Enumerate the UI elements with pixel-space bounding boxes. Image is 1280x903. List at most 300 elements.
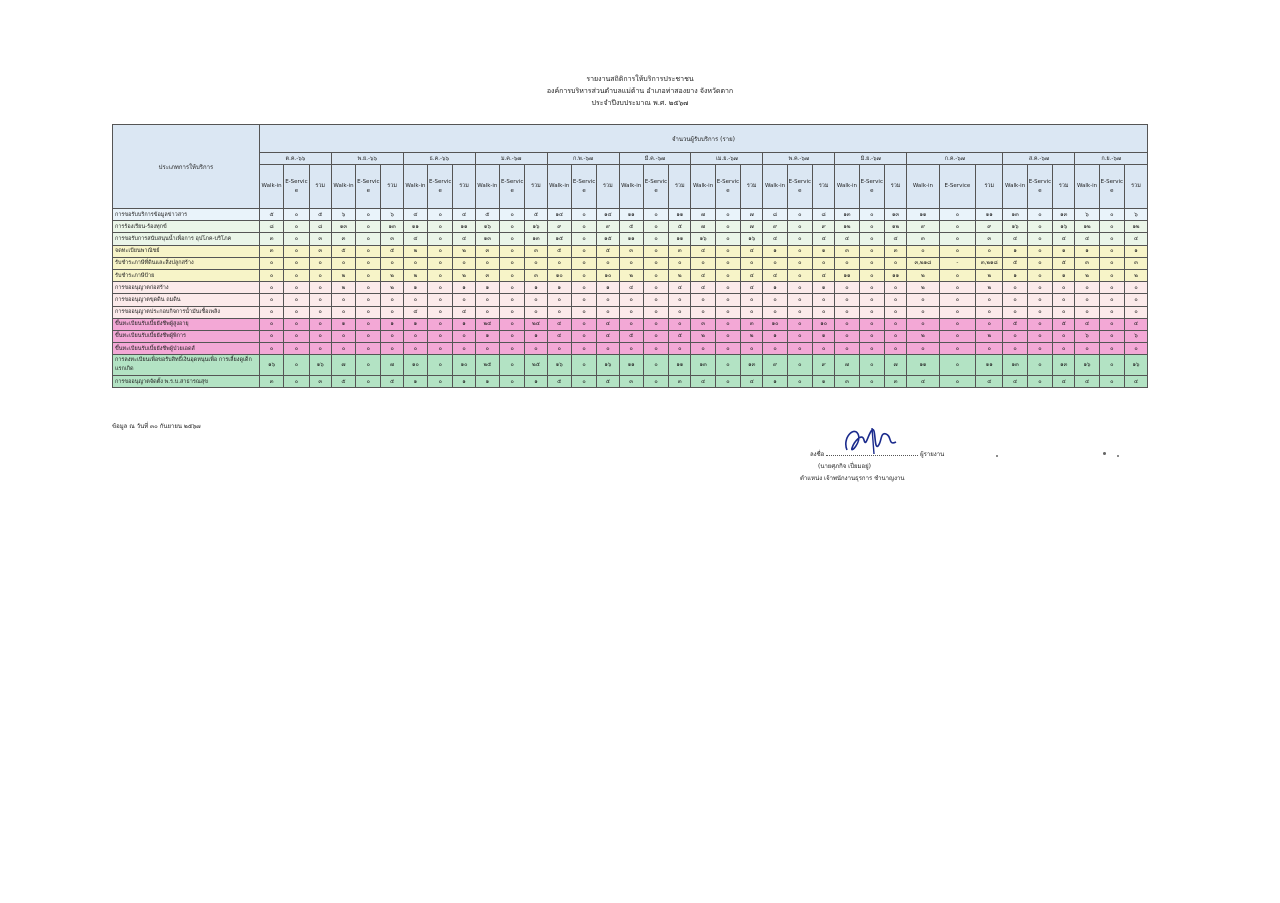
count-cell: ๗ <box>741 221 763 233</box>
count-cell: ๒ <box>453 245 475 257</box>
count-cell: ๐ <box>1099 233 1124 245</box>
count-cell: ๓ <box>835 245 859 257</box>
count-cell: ๒๕ <box>525 355 547 376</box>
count-cell: ๐ <box>715 306 740 318</box>
count-cell: ๐ <box>976 318 1003 330</box>
count-cell: ๐ <box>884 330 906 342</box>
count-cell: ๗ <box>331 355 355 376</box>
sub-column-header: Walk-in <box>907 165 939 209</box>
count-cell: ๑ <box>763 376 787 388</box>
report-title <box>0 73 1280 109</box>
count-cell: ๑๑ <box>976 355 1003 376</box>
count-cell: ๑๑ <box>669 233 691 245</box>
count-cell: - <box>939 257 975 269</box>
sub-column-header: E-Servic e <box>1027 165 1052 209</box>
table-row <box>113 343 1148 355</box>
count-cell: ๐ <box>500 269 525 281</box>
sub-column-header: E-Servic e <box>428 165 453 209</box>
count-cell: ๐ <box>976 306 1003 318</box>
month-header: มิ.ย.-๖๗ <box>835 153 907 165</box>
count-cell: ๐ <box>884 306 906 318</box>
sub-column-header: รวม <box>741 165 763 209</box>
count-cell: ๐ <box>741 257 763 269</box>
count-cell: ๑๐ <box>453 355 475 376</box>
count-cell: ๔ <box>1125 318 1148 330</box>
count-cell: ๐ <box>259 306 283 318</box>
service-label: ขึ้นทะเบียนรับเบี้ยยังชีพผู้สูงอายุ <box>113 318 260 330</box>
count-cell: ๐ <box>500 306 525 318</box>
sign-suffix: ผู้รายงาน <box>920 451 945 458</box>
count-cell: ๑ <box>1125 245 1148 257</box>
count-cell: ๐ <box>453 343 475 355</box>
sub-column-header: E-Servic e <box>356 165 381 209</box>
count-cell: ๔ <box>884 233 906 245</box>
sub-column-header: E-Servic e <box>1099 165 1124 209</box>
count-cell: ๑๑ <box>669 209 691 221</box>
count-cell: ๓ <box>525 245 547 257</box>
count-cell: ๐ <box>500 355 525 376</box>
count-cell: ๙ <box>907 221 939 233</box>
count-cell: ๑ <box>453 282 475 294</box>
title-line-3: ประจำปีงบประมาณ พ.ศ. ๒๕๖๗ <box>591 99 689 107</box>
count-cell: ๐ <box>939 269 975 281</box>
count-cell: ๐ <box>835 306 859 318</box>
count-cell: ๑๒ <box>1125 221 1148 233</box>
count-cell: ๐ <box>1099 209 1124 221</box>
count-cell: ๖ <box>1125 209 1148 221</box>
count-cell: ๐ <box>619 318 643 330</box>
count-cell: ๒ <box>907 282 939 294</box>
count-cell: ๐ <box>643 376 668 388</box>
count-cell: ๐ <box>1099 221 1124 233</box>
count-cell: ๗ <box>691 221 715 233</box>
count-cell: ๐ <box>643 294 668 306</box>
table-row <box>113 355 1148 376</box>
sub-column-header: รวม <box>309 165 331 209</box>
count-cell: ๐ <box>356 245 381 257</box>
count-cell: ๐ <box>475 257 499 269</box>
count-cell: ๑๓ <box>381 221 403 233</box>
count-cell: ๐ <box>309 330 331 342</box>
sub-column-header: Walk-in <box>1003 165 1027 209</box>
count-cell: ๑๓ <box>525 233 547 245</box>
count-cell: ๐ <box>1027 318 1052 330</box>
count-cell: ๐ <box>284 306 309 318</box>
count-cell: ๐ <box>939 318 975 330</box>
count-cell: ๐ <box>475 306 499 318</box>
count-cell: ๐ <box>428 376 453 388</box>
count-cell: ๐ <box>741 343 763 355</box>
count-cell: ๐ <box>475 294 499 306</box>
count-cell: ๐ <box>643 221 668 233</box>
count-cell: ๐ <box>691 306 715 318</box>
count-cell: ๓ <box>691 318 715 330</box>
service-label: รับชำระภาษีที่ดินและสิ่งปลูกสร้าง <box>113 257 260 269</box>
count-cell: ๓ <box>976 233 1003 245</box>
count-cell: ๐ <box>356 330 381 342</box>
count-cell: ๐ <box>715 269 740 281</box>
scan-speck <box>996 455 998 457</box>
count-cell: ๐ <box>428 245 453 257</box>
count-cell: ๑๖ <box>309 355 331 376</box>
count-cell: ๐ <box>859 257 884 269</box>
service-label: รับชำระภาษีป้าย <box>113 269 260 281</box>
count-cell: ๐ <box>331 330 355 342</box>
count-cell: ๓ <box>309 233 331 245</box>
count-cell: ๐ <box>859 294 884 306</box>
count-cell: ๐ <box>428 318 453 330</box>
count-cell: ๐ <box>907 318 939 330</box>
month-header: ส.ค.-๖๗ <box>1003 153 1075 165</box>
count-cell: ๐ <box>403 257 427 269</box>
sub-column-header: รวม <box>525 165 547 209</box>
count-cell: ๑ <box>525 330 547 342</box>
count-cell: ๐ <box>763 343 787 355</box>
count-cell: ๔ <box>763 233 787 245</box>
count-cell: ๐ <box>309 282 331 294</box>
count-cell: ๙ <box>976 221 1003 233</box>
count-cell: ๐ <box>500 282 525 294</box>
count-cell: ๓ <box>619 245 643 257</box>
count-cell: ๐ <box>597 257 619 269</box>
count-cell: ๑๒ <box>1075 221 1099 233</box>
count-cell: ๐ <box>500 221 525 233</box>
count-cell: ๑ <box>597 282 619 294</box>
count-cell: ๑๓ <box>741 355 763 376</box>
count-cell: ๔ <box>619 282 643 294</box>
count-cell: ๐ <box>859 376 884 388</box>
count-cell: ๐ <box>619 294 643 306</box>
count-cell: ๐ <box>669 343 691 355</box>
count-cell: ๐ <box>428 209 453 221</box>
count-cell: ๑ <box>763 330 787 342</box>
count-cell: ๕ <box>475 209 499 221</box>
count-cell: ๑๔ <box>597 209 619 221</box>
count-cell: ๓ <box>835 376 859 388</box>
month-header: เม.ย.-๖๗ <box>691 153 763 165</box>
count-cell: ๑๐ <box>597 269 619 281</box>
count-cell: ๗ <box>884 355 906 376</box>
count-cell: ๐ <box>571 294 596 306</box>
count-cell: ๐ <box>259 282 283 294</box>
month-header: ธ.ค.-๖๖ <box>403 153 475 165</box>
count-cell: ๐ <box>284 233 309 245</box>
count-cell: ๑๑ <box>835 269 859 281</box>
count-cell: ๔ <box>453 233 475 245</box>
service-type-header: ประเภทการให้บริการ <box>113 125 260 209</box>
count-cell: ๐ <box>571 355 596 376</box>
count-cell: ๐ <box>1099 318 1124 330</box>
count-cell: ๔ <box>1053 376 1075 388</box>
count-cell: ๑ <box>813 330 835 342</box>
month-header: ก.ค.-๖๗ <box>907 153 1003 165</box>
count-cell: ๐ <box>1099 257 1124 269</box>
count-cell: ๑ <box>475 282 499 294</box>
count-cell: ๒ <box>669 269 691 281</box>
count-cell: ๒ <box>331 269 355 281</box>
count-cell: ๐ <box>571 233 596 245</box>
table-row <box>113 282 1148 294</box>
count-cell: ๐ <box>859 282 884 294</box>
count-cell: ๐ <box>787 245 812 257</box>
count-cell: ๕ <box>669 221 691 233</box>
count-cell: ๐ <box>669 257 691 269</box>
count-cell: ๑๓ <box>1053 209 1075 221</box>
count-cell: ๔ <box>691 282 715 294</box>
count-cell: ๒๔ <box>475 318 499 330</box>
count-cell: ๘ <box>259 221 283 233</box>
count-cell: ๑๑ <box>884 269 906 281</box>
count-cell: ๐ <box>1027 306 1052 318</box>
count-cell: ๐ <box>500 257 525 269</box>
count-cell: ๐ <box>403 343 427 355</box>
count-cell: ๑๓ <box>1003 209 1027 221</box>
count-cell: ๑๐ <box>403 355 427 376</box>
count-cell: ๑ <box>403 282 427 294</box>
count-cell: ๒ <box>976 269 1003 281</box>
sub-column-header: รวม <box>1053 165 1075 209</box>
count-cell: ๑๐ <box>547 269 571 281</box>
count-cell: ๑ <box>1075 245 1099 257</box>
count-cell: ๐ <box>715 282 740 294</box>
count-cell: ๐ <box>1027 294 1052 306</box>
count-cell: ๑๕ <box>547 233 571 245</box>
count-cell: ๔ <box>976 376 1003 388</box>
sub-column-header: Walk-in <box>1075 165 1099 209</box>
count-cell: ๐ <box>428 294 453 306</box>
service-label: ขึ้นทะเบียนรับเบี้ยยังชีพผู้ป่วยเอดส์ <box>113 343 260 355</box>
count-cell: ๔ <box>741 245 763 257</box>
count-cell: ๔ <box>813 269 835 281</box>
count-cell: ๕ <box>381 376 403 388</box>
service-label: จดทะเบียนพาณิชย์ <box>113 245 260 257</box>
count-cell: ๐ <box>787 376 812 388</box>
count-cell: ๔ <box>1075 318 1099 330</box>
count-cell: ๐ <box>284 318 309 330</box>
count-cell: ๑๐ <box>763 318 787 330</box>
count-cell: ๙ <box>547 221 571 233</box>
count-cell: ๐ <box>597 306 619 318</box>
count-cell: ๐ <box>907 294 939 306</box>
sub-column-header: รวม <box>381 165 403 209</box>
count-cell: ๕ <box>619 330 643 342</box>
count-cell: ๐ <box>976 245 1003 257</box>
count-cell: ๐ <box>643 269 668 281</box>
count-cell: ๐ <box>428 355 453 376</box>
count-cell: ๐ <box>907 306 939 318</box>
count-cell: ๔ <box>403 306 427 318</box>
count-cell: ๐ <box>571 209 596 221</box>
title-line-1: รายงานสถิติการให้บริการประชาชน <box>586 75 694 83</box>
count-cell: ๐ <box>525 343 547 355</box>
count-cell: ๐ <box>859 209 884 221</box>
count-cell: ๑๕ <box>597 233 619 245</box>
count-cell: ๐ <box>428 269 453 281</box>
count-cell: ๒ <box>1075 269 1099 281</box>
count-cell: ๕ <box>525 209 547 221</box>
service-label: ขึ้นทะเบียนรับเบี้ยยังชีพผู้พิการ <box>113 330 260 342</box>
count-cell: ๐ <box>669 306 691 318</box>
count-cell: ๐ <box>813 294 835 306</box>
count-cell: ๐ <box>259 269 283 281</box>
count-cell: ๙ <box>813 221 835 233</box>
count-cell: ๐ <box>813 257 835 269</box>
count-cell: ๐ <box>939 245 975 257</box>
count-cell: ๐ <box>859 245 884 257</box>
count-cell: ๐ <box>453 257 475 269</box>
count-cell: ๑๑ <box>453 221 475 233</box>
count-cell: ๐ <box>859 269 884 281</box>
count-cell: ๓ <box>309 376 331 388</box>
count-cell: ๐ <box>715 330 740 342</box>
count-cell: ๑๖ <box>547 355 571 376</box>
sub-column-header: รวม <box>1125 165 1148 209</box>
sub-column-header: E-Servic e <box>787 165 812 209</box>
count-cell: ๕ <box>1003 257 1027 269</box>
count-cell: ๗ <box>691 209 715 221</box>
count-cell: ๐ <box>1027 245 1052 257</box>
count-cell: ๐ <box>309 269 331 281</box>
count-cell: ๖ <box>1075 209 1099 221</box>
count-cell: ๐ <box>884 343 906 355</box>
count-cell: ๐ <box>356 257 381 269</box>
count-cell: ๔ <box>907 376 939 388</box>
count-cell: ๐ <box>356 343 381 355</box>
count-cell: ๓ <box>475 245 499 257</box>
count-cell: ๓ <box>259 233 283 245</box>
count-cell: ๙ <box>763 221 787 233</box>
count-cell: ๑๖ <box>475 221 499 233</box>
count-cell: ๐ <box>356 269 381 281</box>
count-cell: ๐ <box>356 306 381 318</box>
count-cell: ๐ <box>428 257 453 269</box>
count-cell: ๐ <box>356 233 381 245</box>
count-cell: ๐ <box>939 355 975 376</box>
count-cell: ๐ <box>356 318 381 330</box>
count-cell: ๐ <box>571 318 596 330</box>
count-cell: ๑ <box>1003 245 1027 257</box>
count-cell: ๓ <box>259 245 283 257</box>
count-cell: ๔ <box>1075 376 1099 388</box>
count-cell: ๔ <box>1053 233 1075 245</box>
count-cell: ๙ <box>597 221 619 233</box>
table-row <box>113 269 1148 281</box>
count-cell: ๒ <box>381 269 403 281</box>
count-cell: ๐ <box>763 306 787 318</box>
count-cell: ๐ <box>1125 306 1148 318</box>
service-label: การขออนุญาตจัดตั้ง พ.ร.บ.สาธารณสุข <box>113 376 260 388</box>
count-cell: ๐ <box>428 233 453 245</box>
count-cell: ๐ <box>787 355 812 376</box>
service-label: การขออนุญาตก่อสร้าง <box>113 282 260 294</box>
count-cell: ๐ <box>715 294 740 306</box>
count-cell: ๐ <box>547 294 571 306</box>
count-cell: ๐ <box>1099 306 1124 318</box>
count-cell: ๑๑ <box>619 355 643 376</box>
sub-column-header: Walk-in <box>619 165 643 209</box>
count-cell: ๒ <box>691 330 715 342</box>
count-cell: ๑๐ <box>813 318 835 330</box>
count-cell: ๓ <box>907 233 939 245</box>
count-cell: ๓ <box>1075 257 1099 269</box>
count-cell: ๐ <box>1099 355 1124 376</box>
table-row <box>113 294 1148 306</box>
count-cell: ๑ <box>403 376 427 388</box>
table-row <box>113 233 1148 245</box>
count-cell: ๐ <box>884 282 906 294</box>
count-cell: ๐ <box>763 294 787 306</box>
count-cell: ๐ <box>284 221 309 233</box>
count-cell: ๐ <box>976 294 1003 306</box>
table-row <box>113 221 1148 233</box>
count-cell: ๑๖ <box>741 233 763 245</box>
count-cell: ๑๑ <box>619 233 643 245</box>
count-cell: ๐ <box>715 245 740 257</box>
count-cell: ๐ <box>907 245 939 257</box>
count-cell: ๑๖ <box>1053 221 1075 233</box>
count-cell: ๐ <box>571 221 596 233</box>
count-cell: ๐ <box>500 209 525 221</box>
count-cell: ๔ <box>835 233 859 245</box>
count-cell: ๐ <box>284 355 309 376</box>
count-cell: ๔ <box>453 209 475 221</box>
count-cell: ๐ <box>907 343 939 355</box>
count-cell: ๐ <box>813 343 835 355</box>
count-cell: ๕ <box>381 245 403 257</box>
count-cell: ๓ <box>381 233 403 245</box>
count-cell: ๐ <box>500 294 525 306</box>
count-cell: ๕ <box>331 245 355 257</box>
count-cell: ๐ <box>284 282 309 294</box>
count-cell: ๐ <box>939 282 975 294</box>
count-cell: ๐ <box>787 318 812 330</box>
count-cell: ๐ <box>691 257 715 269</box>
count-cell: ๐ <box>1099 269 1124 281</box>
count-cell: ๑ <box>813 282 835 294</box>
count-cell: ๒๔ <box>525 318 547 330</box>
count-cell: ๑๖ <box>525 221 547 233</box>
count-cell: ๒ <box>907 269 939 281</box>
count-cell: ๐ <box>715 209 740 221</box>
count-cell: ๐ <box>331 294 355 306</box>
count-cell: ๑๑ <box>907 209 939 221</box>
count-cell: ๖ <box>1125 330 1148 342</box>
count-cell: ๐ <box>643 343 668 355</box>
count-cell: ๐ <box>500 318 525 330</box>
count-cell: ๐ <box>259 257 283 269</box>
count-cell: ๐ <box>859 343 884 355</box>
count-cell: ๖ <box>1075 330 1099 342</box>
count-cell: ๐ <box>597 294 619 306</box>
count-cell: ๐ <box>787 330 812 342</box>
count-cell: ๐ <box>691 294 715 306</box>
count-cell: ๐ <box>715 355 740 376</box>
count-cell: ๐ <box>643 257 668 269</box>
count-cell: ๔ <box>669 282 691 294</box>
count-cell: ๐ <box>939 233 975 245</box>
count-cell: ๐ <box>284 209 309 221</box>
count-cell: ๐ <box>1053 343 1075 355</box>
count-cell: ๒ <box>403 245 427 257</box>
count-cell: ๐ <box>356 221 381 233</box>
count-cell: ๐ <box>787 257 812 269</box>
service-label: การขออนุญาตขุดดิน ถมดิน <box>113 294 260 306</box>
statistics-table <box>112 124 1148 388</box>
count-cell: ๐ <box>715 257 740 269</box>
month-header: ต.ค.-๖๖ <box>259 153 331 165</box>
count-cell: ๔ <box>403 233 427 245</box>
table-row <box>113 209 1148 221</box>
